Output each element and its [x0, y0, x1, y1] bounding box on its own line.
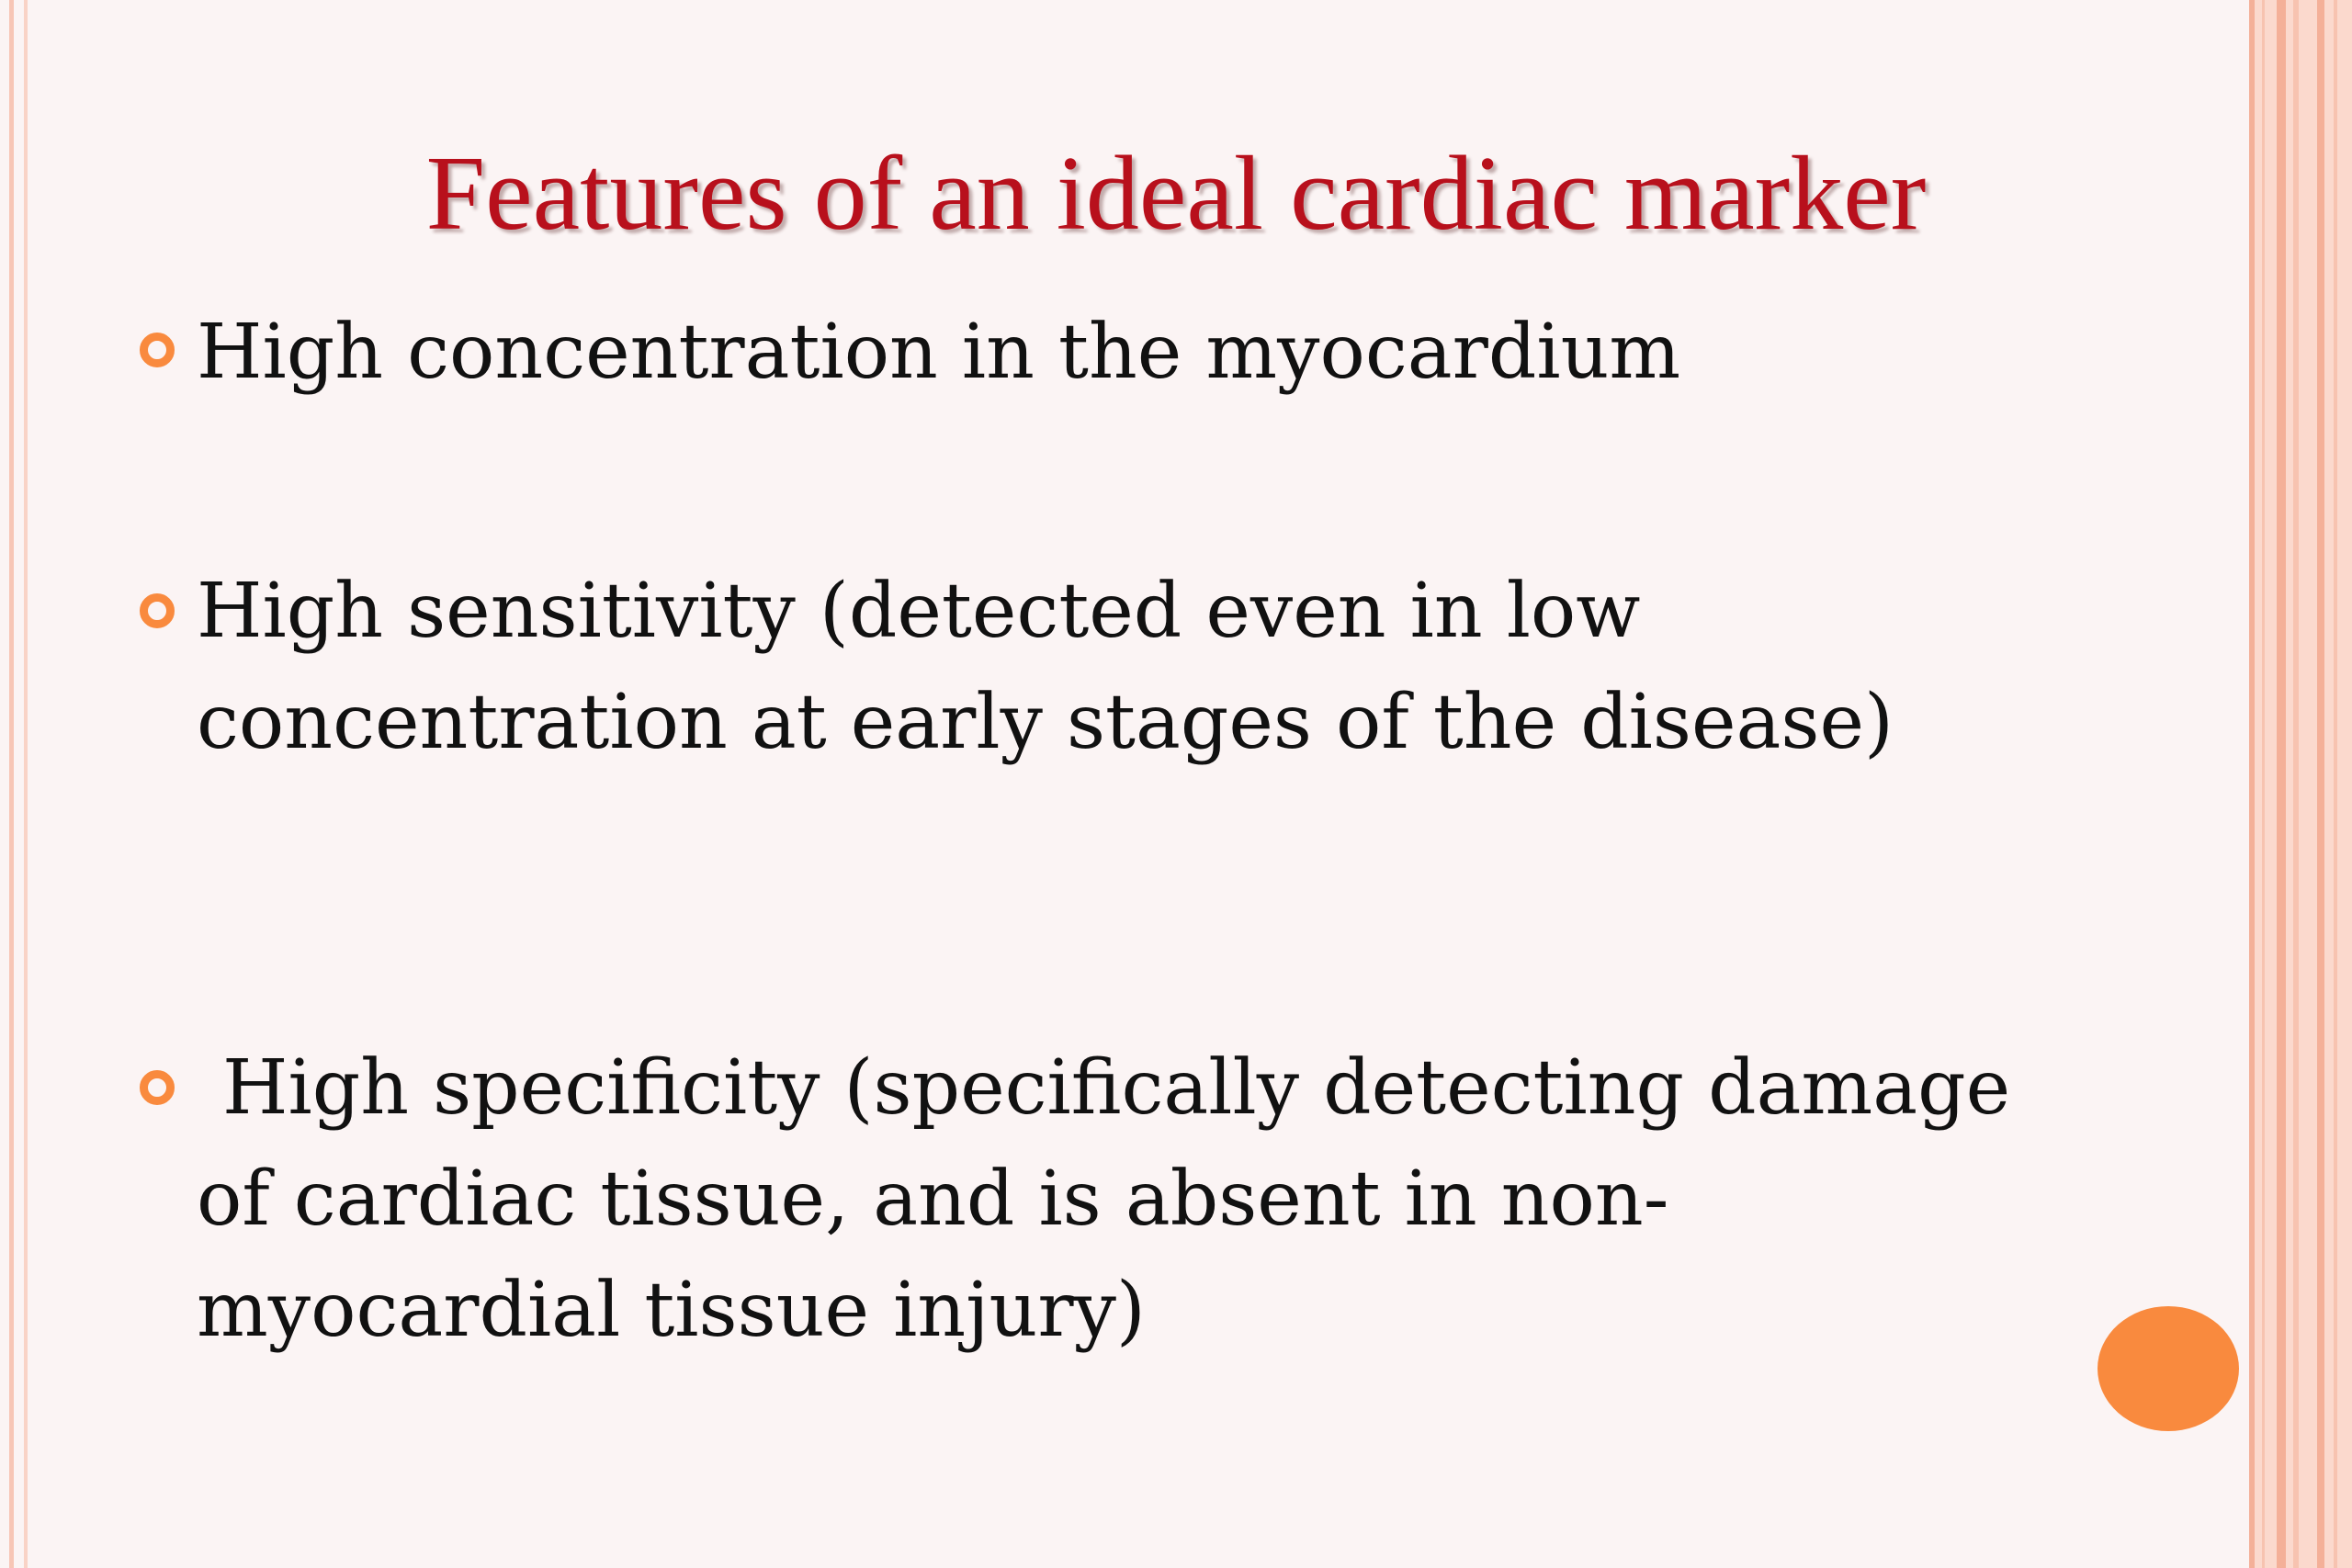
bullet-item-concentration: High concentration in the myocardium — [197, 309, 1681, 396]
bullet-item-specificity: High specificity (specifically detecting damage of cardiac tissue, and is absent in non-myocardial tissue injury) — [197, 1044, 2011, 1354]
ring-bullet-icon — [140, 593, 175, 628]
ring-bullet-icon — [140, 333, 175, 367]
orange-circle-icon — [2098, 1306, 2239, 1431]
slide-title: Features of an ideal cardiac marker — [425, 135, 1927, 253]
ring-bullet-icon — [140, 1070, 175, 1105]
bullet-item-sensitivity: High sensitivity (detected even in low concentration at early stages of the disease) — [197, 568, 1894, 766]
